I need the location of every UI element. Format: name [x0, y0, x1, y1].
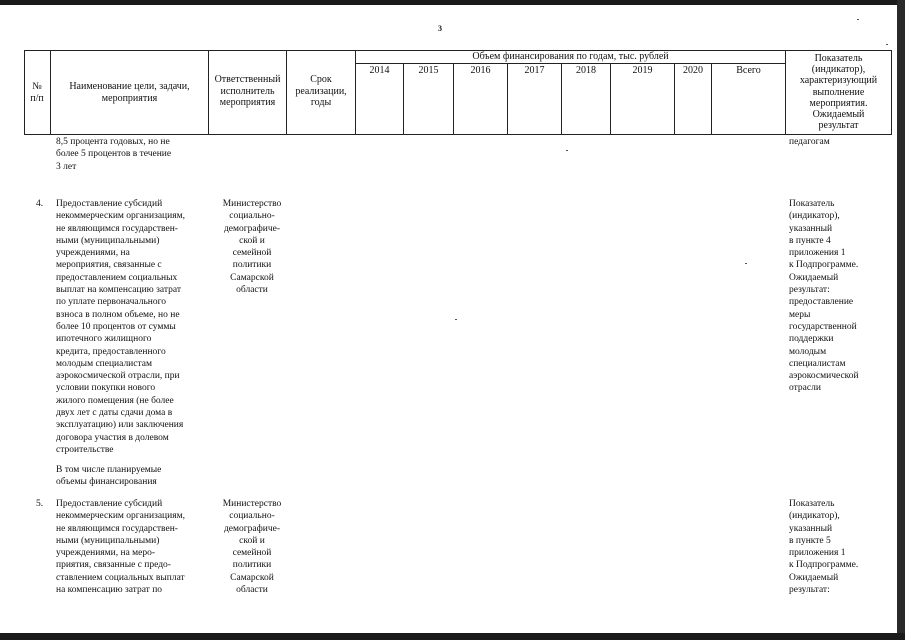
- header-year-2019: 2019: [632, 65, 653, 76]
- row-number: 5.: [36, 499, 44, 509]
- scan-edge-top: [0, 0, 905, 5]
- header-year-2014: 2014: [369, 65, 390, 76]
- header-col-responsible: Ответственный исполнитель мероприятия: [214, 74, 281, 108]
- header-col-term: Срок реализации, годы: [295, 74, 347, 108]
- header-year-2016: 2016: [470, 65, 491, 76]
- continuation-name-tail: 8,5 процента годовых, но не более 5 процентов в течение 3 лет: [56, 137, 172, 172]
- header-col-number: № п/п: [30, 81, 44, 104]
- scan-speck: [566, 150, 568, 151]
- header-year-2018: 2018: [576, 65, 596, 76]
- scan-edge-bottom: [0, 633, 905, 640]
- header-year-2017: 2017: [524, 65, 545, 76]
- scan-edge-right: [897, 0, 905, 640]
- scan-speck: [455, 319, 457, 320]
- continuation-indicator-tail: педагогам: [789, 137, 830, 147]
- header-year-2020: 2020: [683, 65, 703, 76]
- row-responsible: Министерство социально- демографиче- ской и семейной политики Самарской области: [222, 499, 282, 596]
- scan-speck: [886, 44, 888, 45]
- row-indicator: Показатель (индикатор), указанный в пункте 4 приложения 1 к Подпрограмме. Ожидаемый результат: предоставление меры государственной поддержки молодым специалистам аэрокосмической отрасли: [789, 199, 859, 394]
- row-activity-name: Предоставление субсидий некоммерческим организациям, не являющимся государствен- ными (муниципальными) учреждениями, на меро- приятия, связанные с предо- ставлением социальных выплат на компенсацию затрат по: [56, 499, 185, 596]
- scan-speck: [857, 19, 859, 20]
- header-funding-title: Объем финансирования по годам, тыс. рублей: [472, 51, 669, 62]
- page-number: 3: [438, 24, 442, 33]
- scan-speck: [745, 263, 747, 264]
- header-year-2015: 2015: [418, 65, 439, 76]
- table-header: [24, 50, 892, 135]
- row-funding-note: В том числе планируемые объемы финансирования: [56, 465, 162, 488]
- row-activity-name: Предоставление субсидий некоммерческим организациям, не являющимся государствен- ными (муниципальными) учреждениями, на мероприятия, связанные с предоставлением социальных выплат на компенсацию затрат по уплате первоначального взноса в полном объеме, но не более 10 процентов от суммы ипотечного жилищного кредита, предоставленного молодым специалистам аэрокосмической отрасли, при условии покупки нового жилого помещения (не более двух лет с даты сдачи дома в эксплуатацию) или заключения договора участия в долевом строительстве: [56, 199, 185, 455]
- header-col-name: Наименование цели, задачи, мероприятия: [69, 81, 190, 104]
- header-total: Всего: [736, 65, 761, 76]
- row-responsible: Министерство социально- демографиче- ской и семейной политики Самарской области: [222, 199, 282, 296]
- row-indicator: Показатель (индикатор), указанный в пункте 5 приложения 1 к Подпрограмме. Ожидаемый результат:: [789, 499, 859, 596]
- header-col-indicator: Показатель (индикатор), характеризующий выполнение мероприятия. Ожидаемый результат: [799, 53, 878, 132]
- row-number: 4.: [36, 199, 44, 209]
